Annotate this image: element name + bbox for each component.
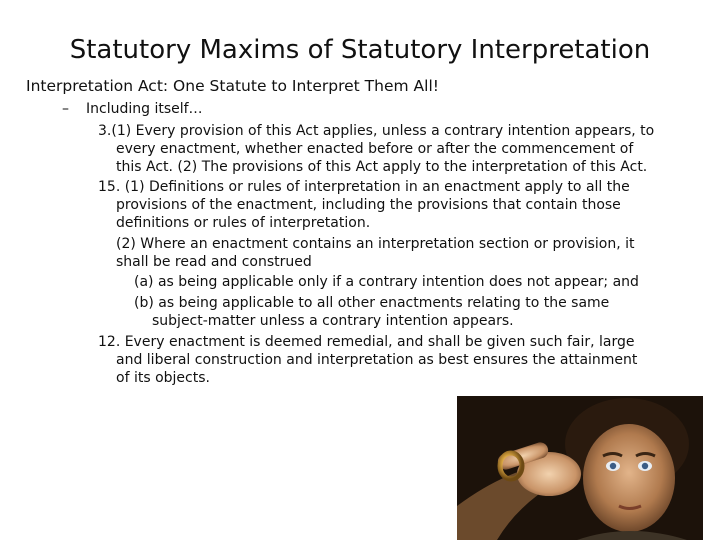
statute-line: definitions or rules of interpretation.: [116, 215, 371, 231]
statute-line: shall be read and construed: [116, 254, 312, 270]
slide-title: Statutory Maxims of Statutory Interpretation: [69, 35, 651, 65]
bullet-interpretation-act: Interpretation Act: One Statute to Interpret Them All!: [26, 77, 439, 95]
statute-line: 3.(1) Every provision of this Act applies, unless a contrary intention appears, to: [98, 123, 655, 139]
statute-line: subject-matter unless a contrary intention appears.: [152, 313, 514, 329]
statute-line: 12. Every enactment is deemed remedial, and shall be given such fair, large: [98, 334, 635, 350]
statute-line: (2) Where an enactment contains an interpretation section or provision, it: [116, 236, 635, 252]
statute-line: every enactment, whether enacted before or after the commencement of: [116, 141, 634, 157]
statute-line: (b) as being applicable to all other enactments relating to the same: [134, 295, 610, 311]
statute-line: of its objects.: [116, 370, 210, 386]
statute-line: this Act. (2) The provisions of this Act apply to the interpretation of this Act.: [116, 159, 648, 175]
person-holding-ring-photo: [457, 396, 703, 540]
statute-line: provisions of the enactment, including the provisions that contain those: [116, 197, 621, 213]
dash-bullet-icon: –: [62, 101, 69, 117]
sub-bullet: [62, 100, 203, 118]
photo-illustration: [457, 396, 703, 540]
sub-bullet-text: Including itself…: [86, 101, 203, 117]
statute-line: and liberal construction and interpretation as best ensures the attainment: [116, 352, 638, 368]
statute-line: (a) as being applicable only if a contrary intention does not appear; and: [134, 274, 639, 290]
statute-line: 15. (1) Definitions or rules of interpretation in an enactment apply to all the: [98, 179, 630, 195]
